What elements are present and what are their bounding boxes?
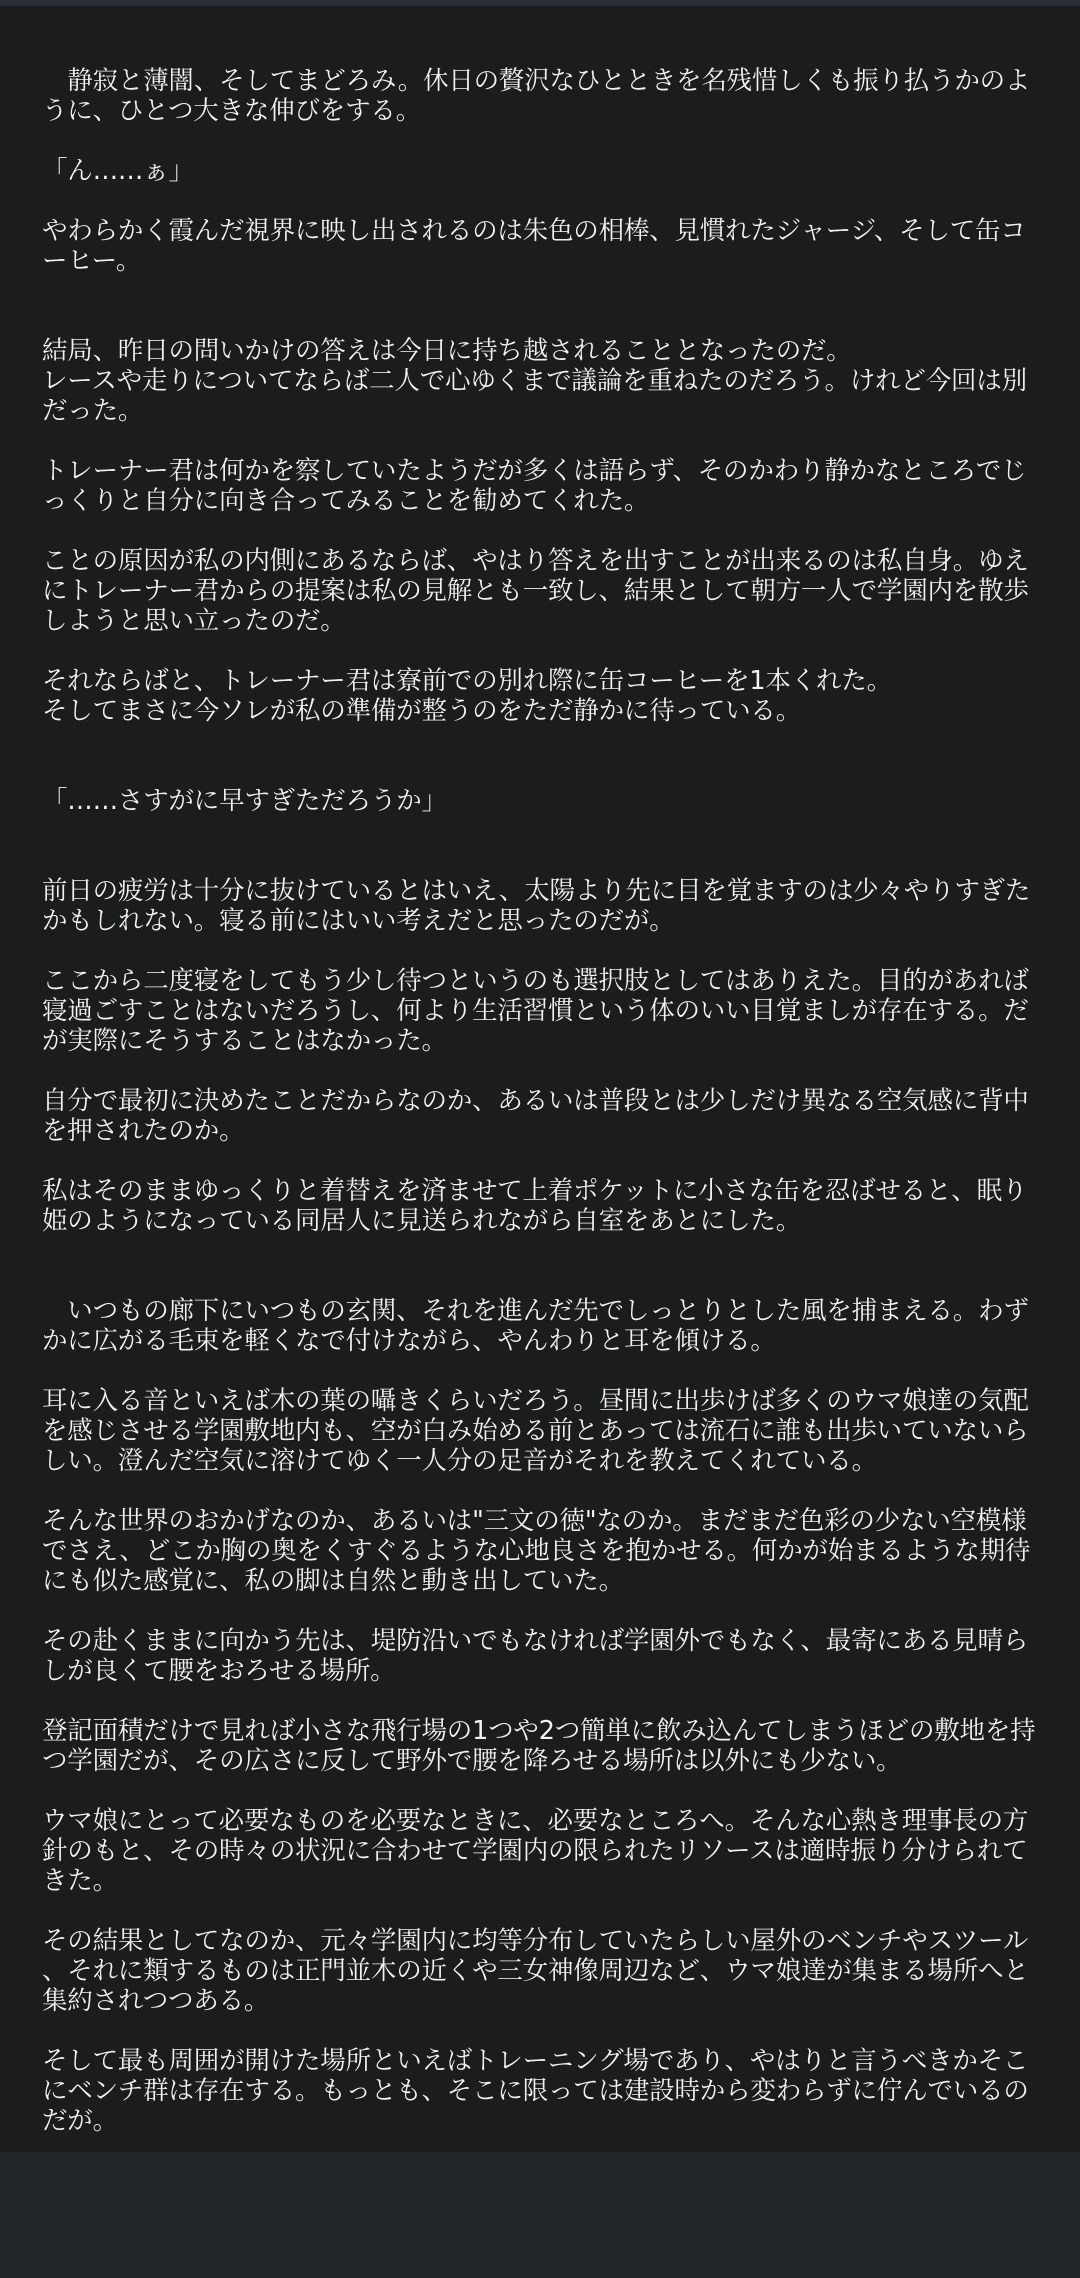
bottom-bar (0, 2152, 1080, 2278)
paragraph-spacer (42, 516, 1038, 546)
text-paragraph: その結果としてなのか、元々学園内に均等分布していたらしい屋外のベンチやスツール、それに類するものは正門並木の近くや三女神像周辺など、ウマ娘達が集まる場所へと集約されつつある。 (42, 1926, 1029, 2016)
text-paragraph: レースや走りについてならば二人で心ゆくまで議論を重ねたのだろう。けれど今回は別だった。 (42, 366, 1027, 426)
paragraph-spacer (42, 1476, 1038, 1506)
paragraph-spacer (42, 816, 1038, 876)
text-paragraph: それならばと、トレーナー君は寮前での別れ際に缶コーヒーを1本くれた。 (42, 666, 892, 696)
text-paragraph: ここから二度寝をしてもう少し待つというのも選択肢としてはありえた。目的があれば寝過ごすことはないだろうし、何より生活習慣という体のいい目覚ましが存在する。だが実際にそうすることはなかった。 (42, 966, 1029, 1056)
paragraph-spacer (42, 2016, 1038, 2046)
text-paragraph: ウマ娘にとって必要なものを必要なときに、必要なところへ。そんな心熱き理事長の方針のもと、その時々の状況に合わせて学園内の限られたリソースは適時振り分けられてきた。 (42, 1806, 1029, 1896)
paragraph-spacer (42, 1236, 1038, 1296)
text-paragraph: 静寂と薄闇、そしてまどろみ。休日の贅沢なひとときを名残惜しくも振り払うかのように、ひとつ大きな伸びをする。 (42, 66, 1031, 126)
paragraph-spacer (42, 1896, 1038, 1926)
novel-text-body (42, 66, 1038, 2136)
text-paragraph: 前日の疲労は十分に抜けているとはいえ、太陽より先に目を覚ますのは少々やりすぎたかもしれない。寝る前にはいい考えだと思ったのだが。 (42, 876, 1031, 936)
text-paragraph: そんな世界のおかげなのか、あるいは"三文の徳"なのか。まだまだ色彩の少ない空模様でさえ、どこか胸の奥をくすぐるような心地良さを抱かせる。何かが始まるような期待にも似た感覚に、私の脚は自然と動き出していた。 (42, 1506, 1031, 1596)
text-paragraph: 「……さすがに早すぎただろうか」 (42, 786, 447, 816)
paragraph-spacer (42, 726, 1038, 786)
paragraph-spacer (42, 636, 1038, 666)
text-paragraph: ことの原因が私の内側にあるならば、やはり答えを出すことが出来るのは私自身。ゆえにトレーナー君からの提案は私の見解とも一致し、結果として朝方一人で学園内を散歩しようと思い立ったのだ。 (42, 546, 1029, 636)
text-paragraph: その赴くままに向かう先は、堤防沿いでもなければ学園外でもなく、最寄にある見晴らしが良くて腰をおろせる場所。 (42, 1626, 1029, 1686)
paragraph-spacer (42, 126, 1038, 156)
paragraph-spacer (42, 1776, 1038, 1806)
paragraph-spacer (42, 936, 1038, 966)
text-paragraph: 「ん……ぁ」 (42, 156, 194, 186)
text-paragraph: 耳に入る音といえば木の葉の囁きくらいだろう。昼間に出歩けば多くのウマ娘達の気配を感じさせる学園敷地内も、空が白み始める前とあっては流石に誰も出歩いていないらしい。澄んだ空気に溶けてゆく一人分の足音がそれを教えてくれている。 (42, 1386, 1029, 1476)
paragraph-spacer (42, 1146, 1038, 1176)
text-paragraph: そして最も周囲が開けた場所といえばトレーニング場であり、やはりと言うべきかそこにベンチ群は存在する。もっとも、そこに限っては建設時から変わらずに佇んでいるのだが。 (42, 2046, 1029, 2136)
paragraph-spacer (42, 426, 1038, 456)
paragraph-spacer (42, 1596, 1038, 1626)
text-paragraph: 私はそのままゆっくりと着替えを済ませて上着ポケットに小さな缶を忍ばせると、眠り姫のようになっている同居人に見送られながら自室をあとにした。 (42, 1176, 1028, 1236)
reading-pane (0, 6, 1080, 2152)
paragraph-spacer (42, 1056, 1038, 1086)
text-paragraph: 自分で最初に決めたことだからなのか、あるいは普段とは少しだけ異なる空気感に背中を押されたのか。 (42, 1086, 1029, 1146)
paragraph-spacer (42, 276, 1038, 336)
text-paragraph: トレーナー君は何かを察していたようだが多くは語らず、そのかわり静かなところでじっくりと自分に向き合ってみることを勧めてくれた。 (42, 456, 1027, 516)
text-paragraph: そしてまさに今ソレが私の準備が整うのをただ静かに待っている。 (42, 696, 802, 726)
paragraph-spacer (42, 1686, 1038, 1716)
text-paragraph: やわらかく霞んだ視界に映し出されるのは朱色の相棒、見慣れたジャージ、そして缶コーヒー。 (42, 216, 1026, 276)
paragraph-spacer (42, 1356, 1038, 1386)
text-paragraph: いつもの廊下にいつもの玄関、それを進んだ先でしっとりとした風を捕まえる。わずかに広がる毛束を軽くなで付けながら、やんわりと耳を傾ける。 (42, 1296, 1029, 1356)
paragraph-spacer (42, 186, 1038, 216)
text-paragraph: 結局、昨日の問いかけの答えは今日に持ち越されることとなったのだ。 (42, 336, 852, 366)
text-paragraph: 登記面積だけで見れば小さな飛行場の1つや2つ簡単に飲み込んてしまうほどの敷地を持つ学園だが、その広さに反して野外で腰を降ろせる場所は以外にも少ない。 (42, 1716, 1036, 1776)
